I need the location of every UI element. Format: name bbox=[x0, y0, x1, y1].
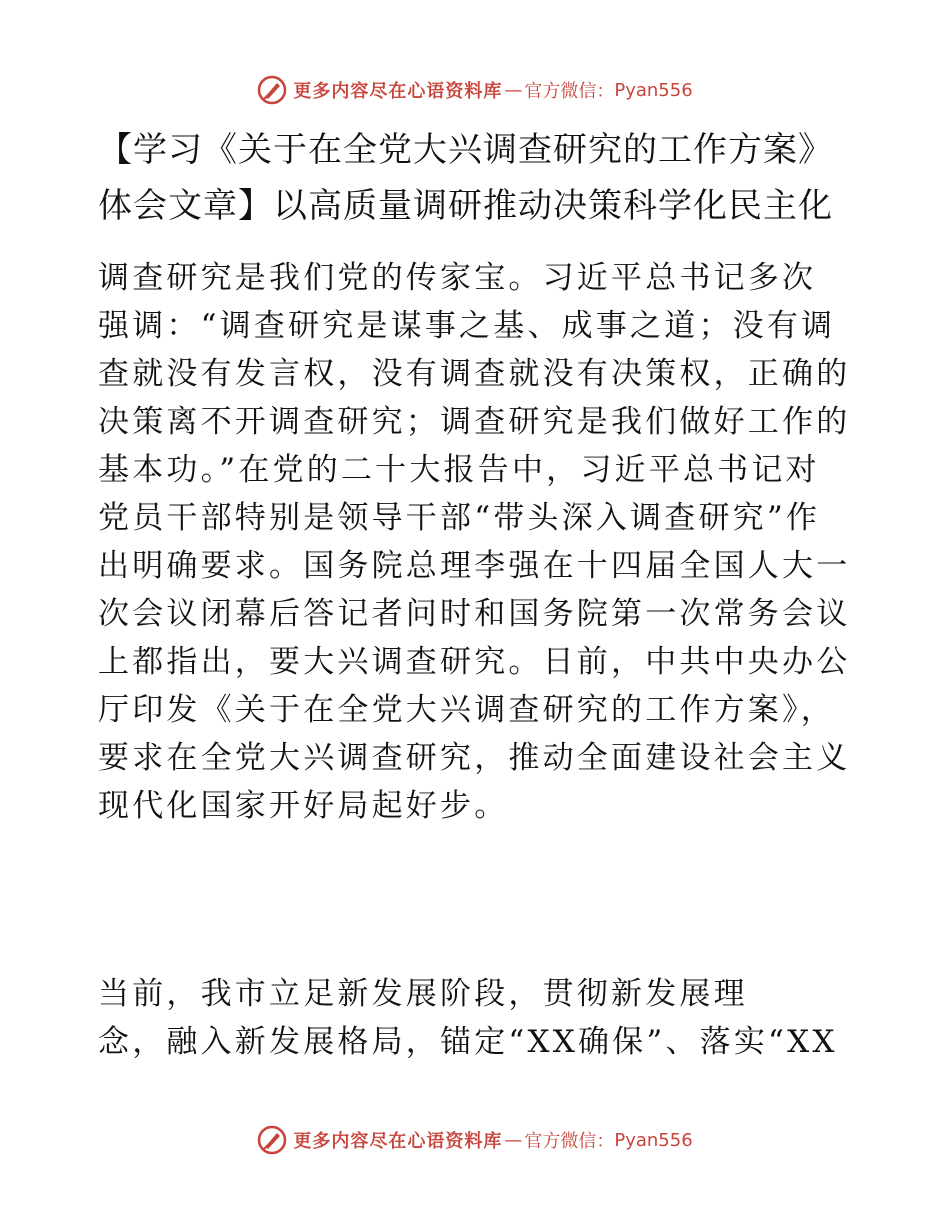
text-line: 强调：“调查研究是谋事之基、成事之道；没有调 bbox=[98, 308, 836, 344]
text-line: 基本功。”在党的二十大报告中，习近平总书记对 bbox=[98, 452, 820, 488]
watermark-brand: 更多内容尽在心语资料库 bbox=[293, 81, 503, 102]
watermark-label: 官方微信： bbox=[524, 1131, 615, 1152]
text-line: 出明确要求。国务院总理李强在十四届全国人大一 bbox=[98, 548, 851, 584]
watermark-label: 官方微信： bbox=[524, 81, 615, 102]
title-line: 【学习《关于在全党大兴调查研究的工作方案》 bbox=[98, 130, 833, 170]
text-line: 次会议闭幕后答记者问时和国务院第一次常务会议 bbox=[98, 596, 851, 632]
text-line: 调查研究是我们党的传家宝。习近平总书记多次 bbox=[98, 260, 817, 296]
watermark-separator: — bbox=[504, 79, 523, 101]
header-watermark bbox=[0, 70, 950, 110]
watermark-separator: — bbox=[504, 1129, 523, 1151]
text-line: 查就没有发言权，没有调查就没有决策权，正确的 bbox=[98, 356, 851, 392]
text-line: 厅印发《关于在全党大兴调查研究的工作方案》， bbox=[98, 692, 835, 728]
footer-watermark bbox=[0, 1120, 950, 1160]
document-title bbox=[98, 122, 858, 234]
text-line: 党员干部特别是领导干部“带头深入调查研究”作 bbox=[98, 500, 821, 536]
text-line: 念，融入新发展格局，锚定“XX确保”、落实“XX bbox=[98, 1024, 838, 1060]
watermark-handle: Pyan556 bbox=[614, 1129, 693, 1151]
quill-logo-icon bbox=[257, 75, 287, 105]
watermark-brand: 更多内容尽在心语资料库 bbox=[293, 1131, 503, 1152]
text-line: 决策离不开调查研究；调查研究是我们做好工作的 bbox=[98, 404, 851, 440]
text-line: 现代化国家开好局起好步。 bbox=[98, 788, 509, 824]
paragraph-1 bbox=[98, 254, 852, 830]
text-line: 要求在全党大兴调查研究，推动全面建设社会主义 bbox=[98, 740, 851, 776]
title-line: 体会文章】以高质量调研推动决策科学化民主化 bbox=[98, 186, 833, 226]
quill-logo-icon bbox=[257, 1125, 287, 1155]
paragraph-2 bbox=[98, 970, 852, 1066]
text-line: 当前，我市立足新发展阶段，贯彻新发展理 bbox=[98, 976, 748, 1012]
watermark-handle: Pyan556 bbox=[614, 79, 693, 101]
text-line: 上都指出，要大兴调查研究。日前，中共中央办公 bbox=[98, 644, 851, 680]
